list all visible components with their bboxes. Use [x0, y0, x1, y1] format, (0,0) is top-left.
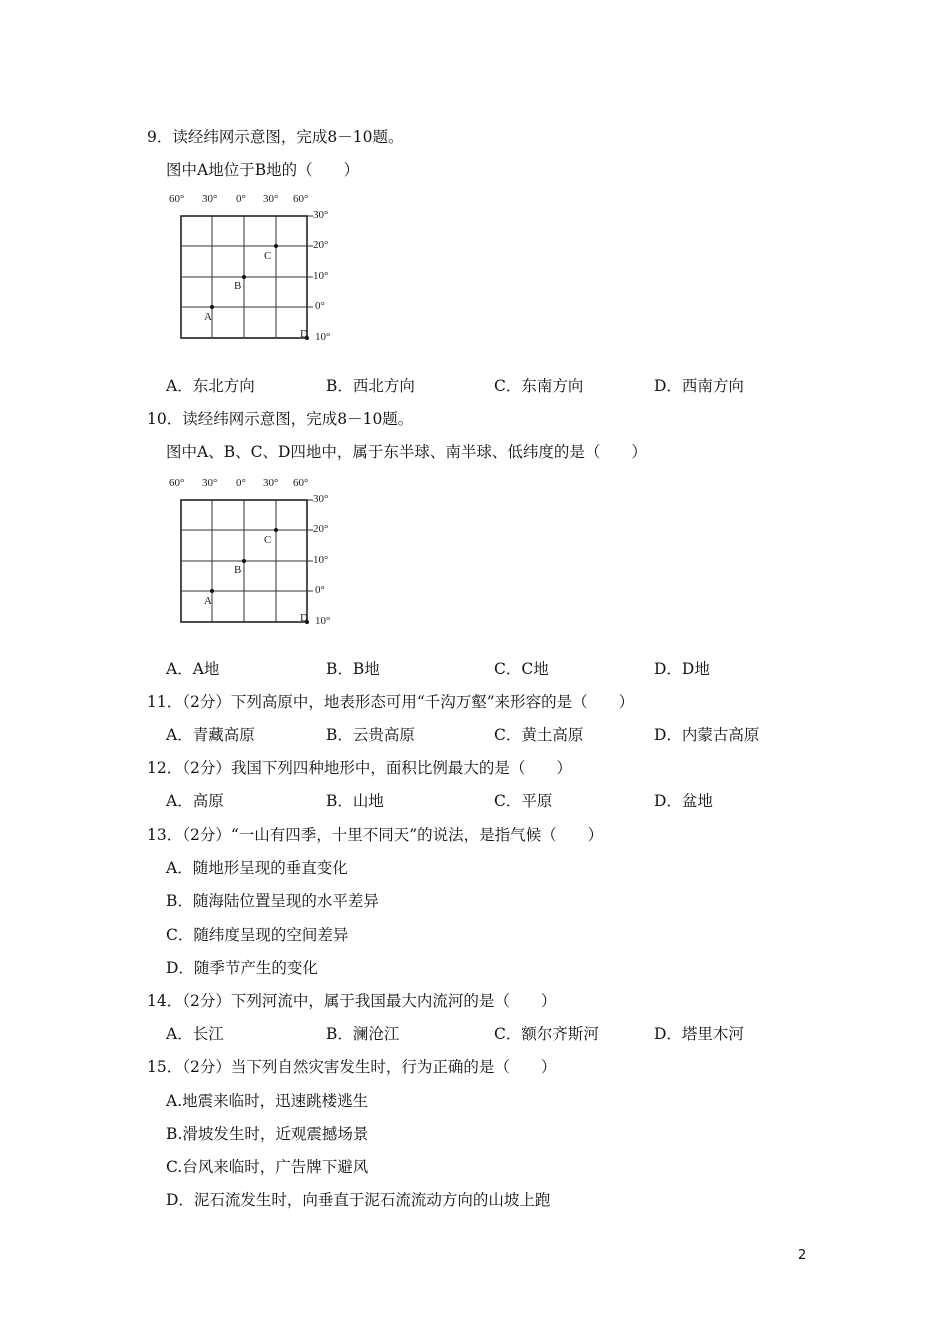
lon-label-2: 30°: [202, 193, 218, 205]
q12-option-c: C．平原: [494, 792, 553, 810]
q9-option-b: B．西北方向: [326, 377, 415, 395]
q13-stem: 13．（2分）“一山有四季，十里不同天”的说法，是指气候（ ）: [147, 826, 604, 844]
point-b-label: B: [234, 564, 242, 576]
lat-label-3: 10°: [313, 554, 329, 566]
q14-option-b: B．澜沧江: [326, 1025, 400, 1043]
q13-option-a: A．随地形呈现的垂直变化: [166, 859, 348, 877]
lat-label-5: 10°: [315, 331, 331, 343]
lat-label-1: 30°: [313, 493, 329, 505]
q9-option-c: C．东南方向: [494, 377, 584, 395]
q9-option-a: A．东北方向: [166, 377, 255, 395]
q15-option-d: D．泥石流发生时，向垂直于泥石流流动方向的山坡上跑: [166, 1191, 551, 1209]
lon-label-1: 60°: [169, 477, 185, 489]
lon-label-5: 60°: [293, 477, 309, 489]
lon-label-4: 30°: [263, 193, 279, 205]
lon-label-1: 60°: [169, 193, 185, 205]
q10-option-c: C．C地: [494, 660, 549, 678]
point-a-label: A: [204, 311, 212, 323]
q13-option-d: D．随季节产生的变化: [166, 959, 318, 977]
q12-option-b: B．山地: [326, 792, 384, 810]
q13-option-c: C．随纬度呈现的空间差异: [166, 926, 349, 944]
lat-label-4: 0°: [315, 584, 325, 596]
q12-stem: 12．（2分）我国下列四种地形中，面积比例最大的是（ ）: [147, 759, 572, 777]
q14-stem: 14．（2分）下列河流中，属于我国最大内流河的是（ ）: [147, 992, 557, 1010]
q10-option-d: D．D地: [654, 660, 710, 678]
q11-stem: 11．（2分）下列高原中，地表形态可用“千沟万壑”来形容的是（ ）: [147, 693, 635, 711]
page-number: 2: [798, 1248, 807, 1263]
q10-stem: 10．读经纬网示意图，完成8－10题。: [147, 410, 414, 428]
point-a-label: A: [204, 595, 212, 607]
lon-label-2: 30°: [202, 477, 218, 489]
q15-stem: 15．（2分）当下列自然灾害发生时，行为正确的是（ ）: [147, 1058, 557, 1076]
point-d-label: D: [300, 612, 308, 624]
q9-latlong-grid: [165, 188, 350, 348]
lat-label-5: 10°: [315, 615, 331, 627]
q9-stem: 9．读经纬网示意图，完成8－10题。: [147, 128, 404, 146]
q15-option-a: A.地震来临时，迅速跳楼逃生: [166, 1092, 369, 1110]
point-c-label: C: [264, 250, 272, 262]
q11-option-d: D．内蒙古高原: [654, 726, 760, 744]
point-d-label: D: [300, 328, 308, 340]
lat-label-2: 20°: [313, 523, 329, 535]
lon-label-3: 0°: [236, 193, 246, 205]
q10-latlong-grid: [165, 472, 350, 632]
q11-option-c: C．黄土高原: [494, 726, 584, 744]
q11-option-b: B．云贵高原: [326, 726, 415, 744]
q10-option-a: A．A地: [166, 660, 220, 678]
q11-option-a: A．青藏高原: [166, 726, 255, 744]
q13-option-b: B．随海陆位置呈现的水平差异: [166, 892, 379, 910]
q14-option-d: D．塔里木河: [654, 1025, 744, 1043]
q15-option-c: C.台风来临时，广告牌下避风: [166, 1158, 369, 1176]
q12-option-a: A．高原: [166, 792, 224, 810]
lat-label-3: 10°: [313, 270, 329, 282]
q10-option-b: B．B地: [326, 660, 380, 678]
lat-label-2: 20°: [313, 239, 329, 251]
q15-option-b: B.滑坡发生时，近观震撼场景: [166, 1125, 369, 1143]
lat-label-1: 30°: [313, 209, 329, 221]
q9-sub: 图中A地位于B地的（ ）: [166, 161, 360, 179]
q12-option-d: D．盆地: [654, 792, 713, 810]
point-c-label: C: [264, 534, 272, 546]
q9-option-d: D．西南方向: [654, 377, 744, 395]
q10-sub: 图中A、B、C、D四地中，属于东半球、南半球、低纬度的是（ ）: [166, 443, 647, 461]
lat-label-4: 0°: [315, 300, 325, 312]
lon-label-3: 0°: [236, 477, 246, 489]
point-b-label: B: [234, 280, 242, 292]
lon-label-5: 60°: [293, 193, 309, 205]
q14-option-c: C．额尔齐斯河: [494, 1025, 599, 1043]
q14-option-a: A．长江: [166, 1025, 224, 1043]
lon-label-4: 30°: [263, 477, 279, 489]
